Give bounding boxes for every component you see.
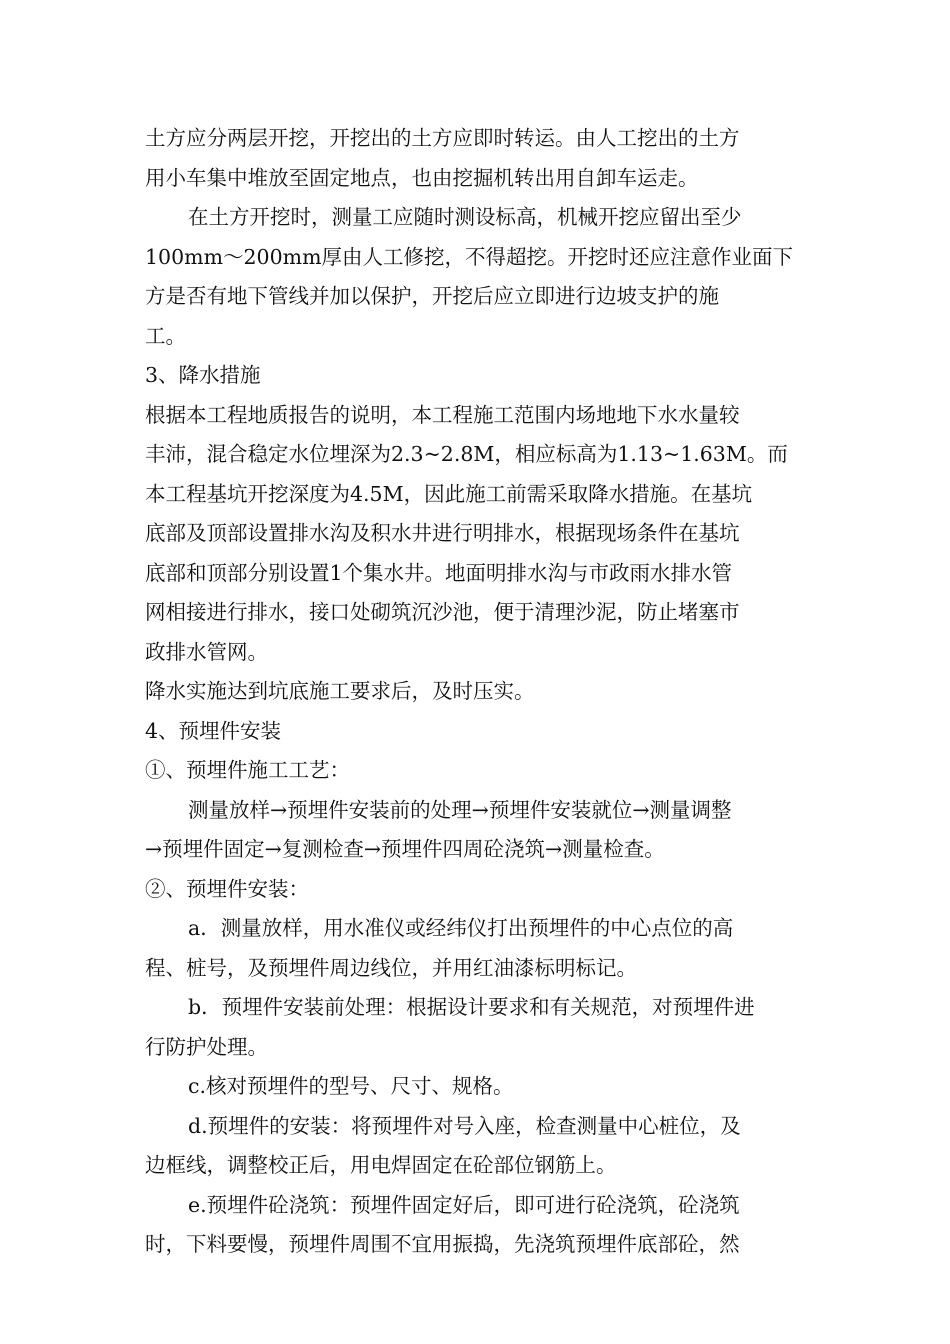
text-line: 时，下料要慢，预埋件周围不宜用振捣，先浇筑预埋件底部砼，然 (145, 1232, 740, 1256)
text-line: →预埋件固定→复测检查→预埋件四周砼浇筑→测量检查。 (145, 837, 665, 861)
text-line: e.预埋件砼浇筑：预埋件固定好后，即可进行砼浇筑，砼浇筑 (188, 1192, 740, 1217)
text-line: 工。 (145, 323, 186, 348)
section-heading: 3、降水措施 (145, 363, 261, 387)
text-line: 根据本工程地质报告的说明，本工程施工范围内场地地下水水量较 (145, 402, 740, 427)
text-line: 用小车集中堆放至固定地点，也由挖掘机转出用自卸车运走。 (145, 165, 699, 190)
text-line: 行防护处理。 (145, 1034, 268, 1059)
text-line: 方是否有地下管线并加以保护，开挖后应立即进行边坡支护的施 (145, 284, 719, 308)
text-line: 边框线，调整校正后，用电焊固定在砼部位钢筋上。 (145, 1153, 617, 1177)
text-line: c.核对预埋件的型号、尺寸、规格。 (188, 1074, 514, 1098)
text-line: a．测量放样，用水准仪或经纬仪打出预埋件的中心点位的高 (188, 916, 734, 940)
text-line: 土方应分两层开挖，开挖出的土方应即时转运。由人工挖出的土方 (145, 126, 740, 150)
body-text (145, 119, 810, 1265)
text-line: 100mm～200mm厚由人工修挖，不得超挖。开挖时还应注意作业面下 (145, 244, 794, 269)
text-line: 测量放样→预埋件安装前的处理→预埋件安装就位→测量调整 (188, 797, 732, 822)
subsection-heading: ②、预埋件安装： (145, 876, 309, 901)
text-line: 政排水管网。 (145, 639, 268, 664)
text-line: 降水实施达到坑底施工要求后，及时压实。 (145, 679, 535, 703)
text-line: 程、桩号，及预埋件周边线位，并用红油漆标明标记。 (145, 955, 637, 980)
text-line: 底部和顶部分别设置1个集水井。地面明排水沟与市政雨水排水管 (145, 560, 733, 585)
section-heading: 4、预埋件安装 (145, 718, 282, 743)
text-line: 在土方开挖时，测量工应随时测设标高，机械开挖应留出至少 (188, 205, 742, 229)
text-line: 网相接进行排水，接口处砌筑沉沙池，便于清理沙泥，防止堵塞市 (145, 600, 740, 624)
text-line: b．预埋件安装前处理：根据设计要求和有关规范，对预埋件进 (188, 995, 755, 1019)
subsection-heading: ①、预埋件施工工艺： (145, 758, 350, 782)
text-line: 底部及顶部设置排水沟及积水井进行明排水，根据现场条件在基坑 (145, 521, 740, 545)
text-line: 丰沛，混合稳定水位埋深为2.3~2.8M，相应标高为1.13~1.63M。而 (145, 442, 788, 466)
text-line: d.预埋件的安装：将预埋件对号入座，检查测量中心桩位，及 (188, 1113, 741, 1138)
text-line: 本工程基坑开挖深度为4.5M，因此施工前需采取降水措施。在基坑 (145, 481, 753, 506)
